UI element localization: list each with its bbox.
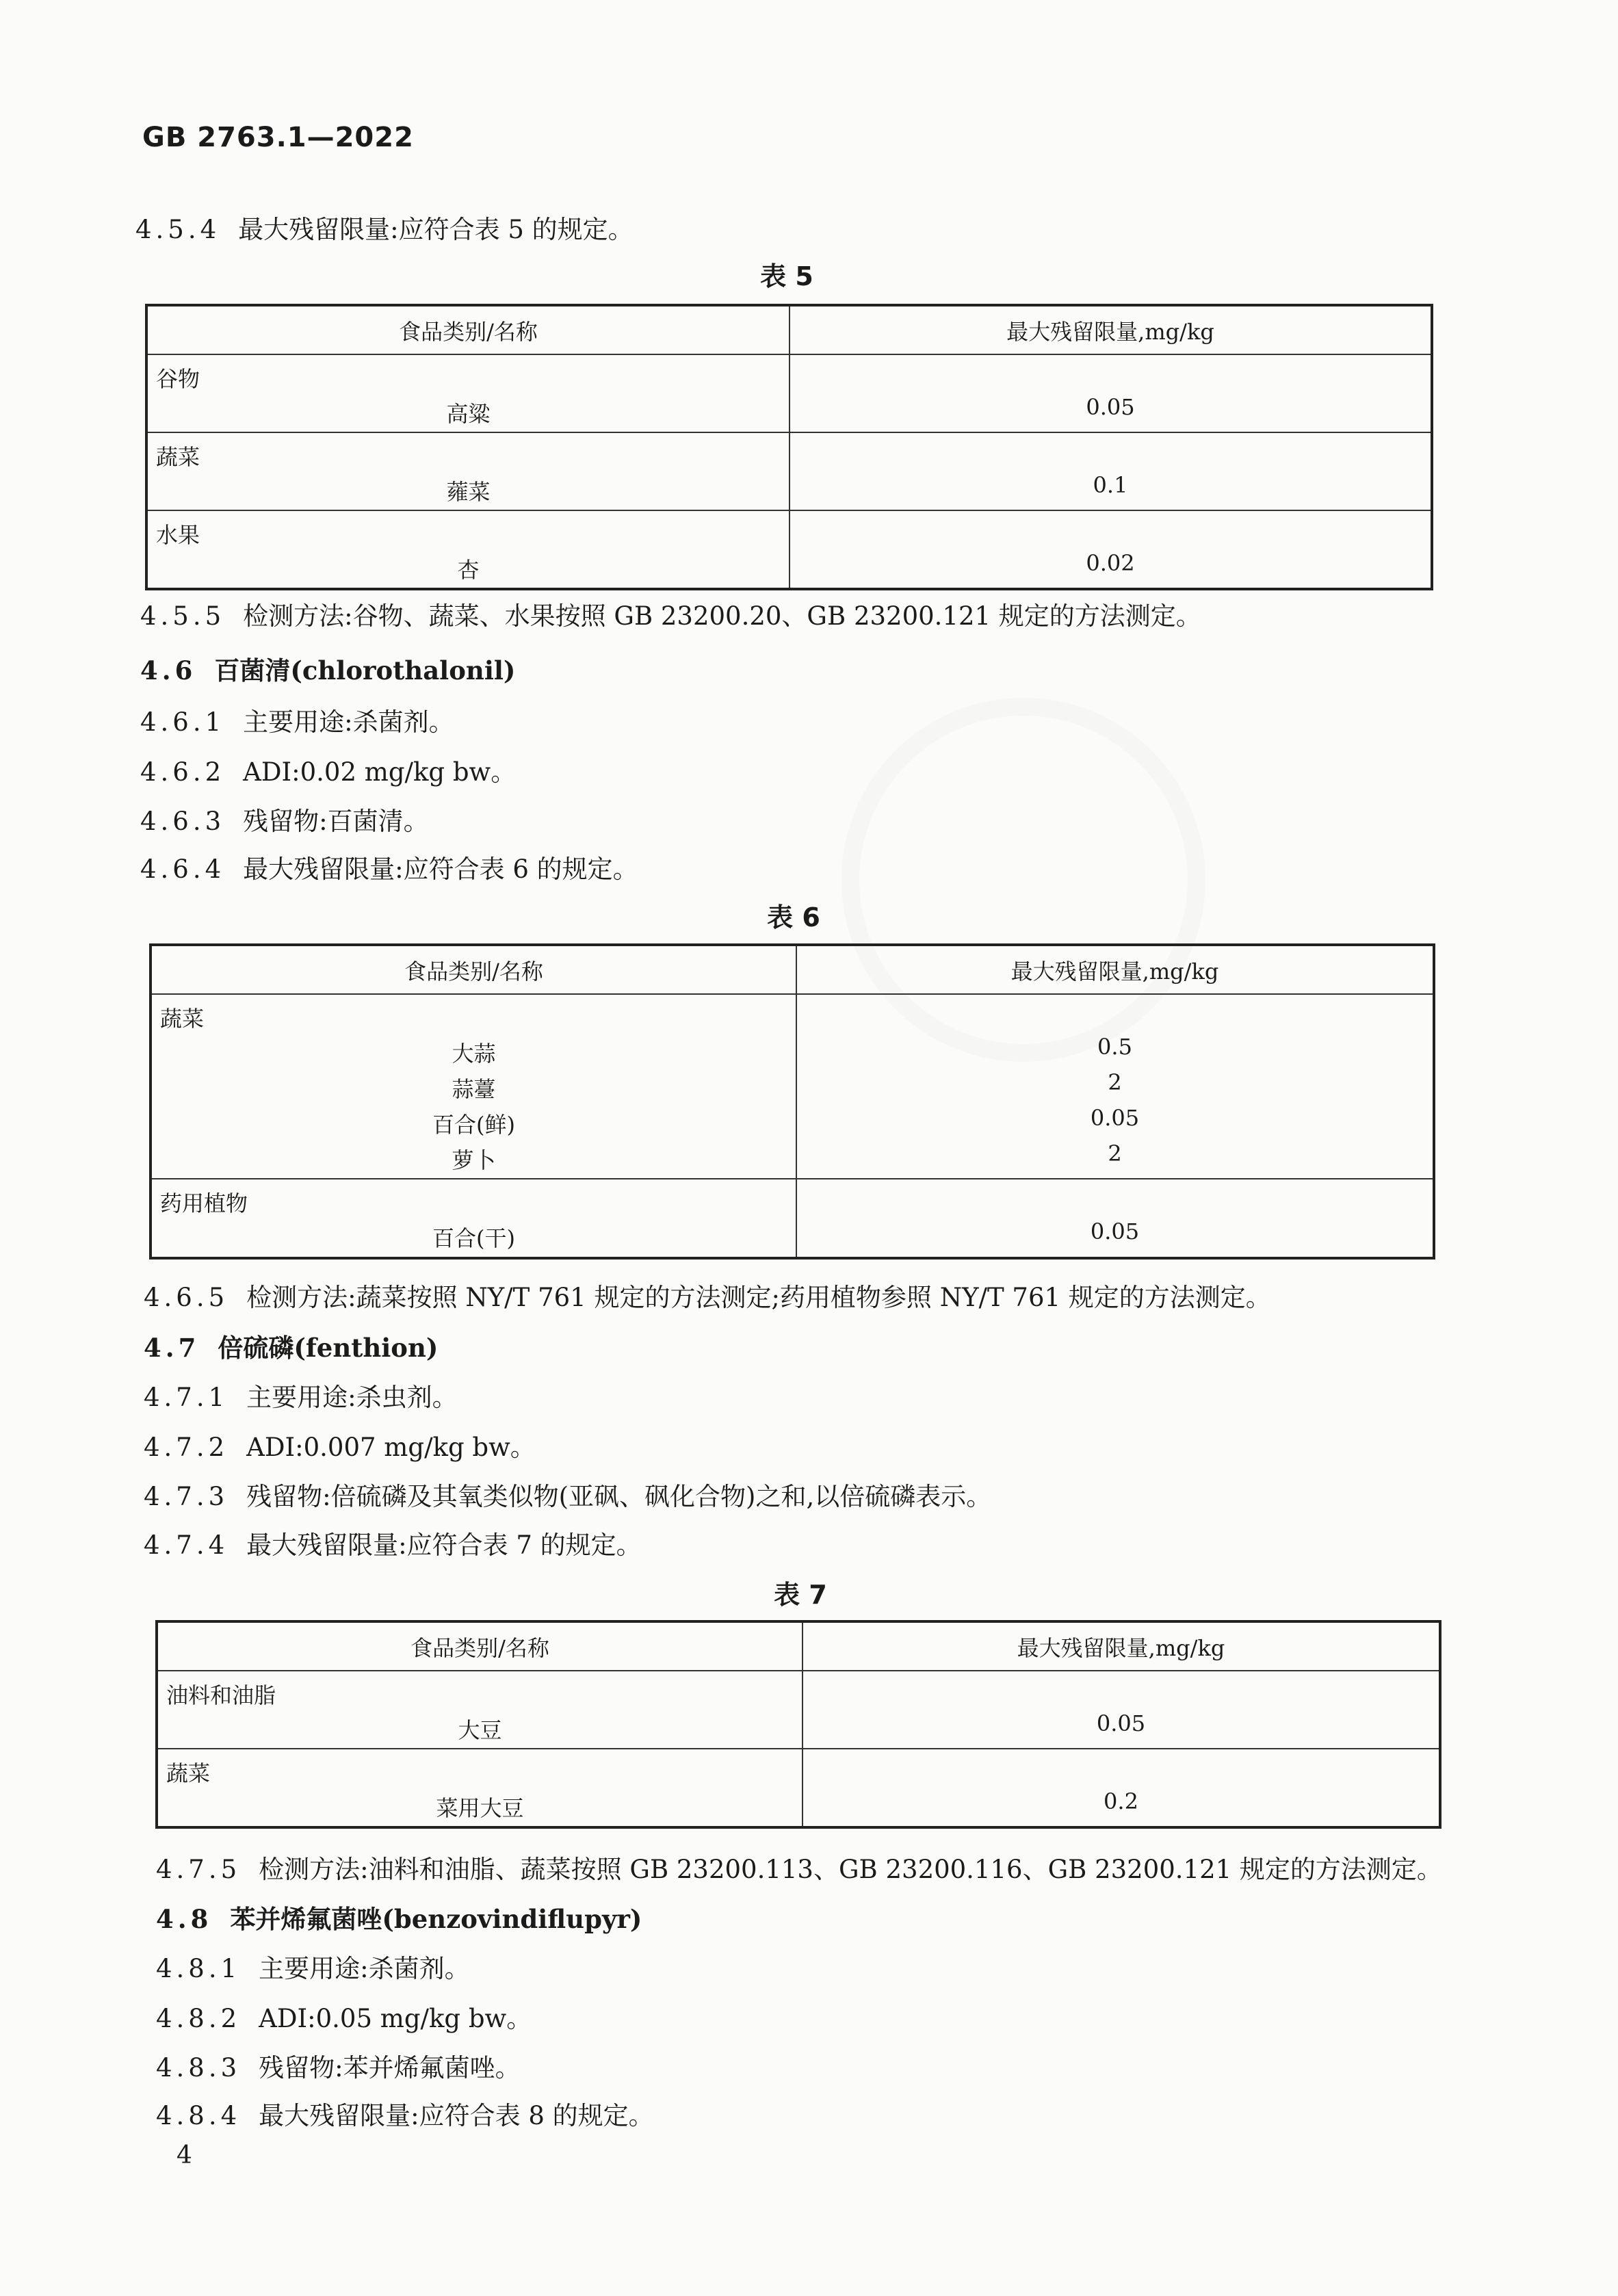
item-label: 杏	[457, 557, 480, 583]
clause-text: 残留物:百菌清。	[243, 807, 429, 836]
category-label: 蔬菜	[166, 1760, 211, 1786]
clause-4-7-1	[144, 1377, 458, 1413]
clause-number: 4.7.2	[144, 1433, 229, 1462]
clause-4-6-5	[144, 1277, 1271, 1314]
mrl-value: 0.05	[1096, 1710, 1146, 1736]
item-label: 萝卜	[452, 1147, 496, 1173]
clause-4-5-5	[140, 595, 1201, 632]
mrl-value: 0.2	[1104, 1788, 1138, 1814]
clause-4-8-2	[156, 1998, 532, 2035]
clause-4-8	[156, 1899, 642, 1935]
item-label: 大豆	[458, 1717, 502, 1743]
clause-number: 4.7.3	[144, 1482, 229, 1511]
clause-text: ADI:0.05 mg/kg bw。	[259, 2004, 532, 2033]
clause-4-8-4	[156, 2095, 654, 2132]
column-header-food: 食品类别/名称	[146, 305, 790, 354]
clause-text: 最大残留限量:应符合表 5 的规定。	[238, 215, 634, 244]
clause-number: 4.6.2	[140, 757, 226, 787]
clause-number: 4.7.5	[156, 1855, 242, 1884]
clause-4-7	[144, 1327, 438, 1364]
item-label: 蕹菜	[446, 479, 491, 505]
category-label: 谷物	[156, 366, 200, 392]
category-label: 药用植物	[160, 1190, 248, 1216]
category-label: 水果	[156, 522, 200, 548]
mrl-value: 0.05	[1090, 1218, 1140, 1244]
mrl-value: 2	[1108, 1069, 1122, 1095]
column-header-food: 食品类别/名称	[157, 1621, 803, 1671]
clause-text: 检测方法:谷物、蔬菜、水果按照 GB 23200.20、GB 23200.121 规定的方法测定。	[243, 601, 1201, 631]
clause-number: 4.8.4	[156, 2101, 242, 2130]
clause-number: 4.6.5	[144, 1283, 229, 1312]
clause-number: 4.8	[156, 1904, 213, 1934]
item-label: 高粱	[446, 401, 491, 427]
clause-number: 4.5.4	[135, 215, 221, 244]
table-row	[146, 510, 1432, 589]
clause-number: 4.7.4	[144, 1530, 229, 1560]
table-row	[157, 1749, 1440, 1827]
column-header-food: 食品类别/名称	[151, 945, 796, 994]
item-label: 蒜薹	[452, 1076, 496, 1102]
clause-number: 4.6	[140, 655, 197, 686]
clause-4-8-3	[156, 2047, 521, 2084]
table-6-caption: 表 6	[767, 902, 820, 932]
clause-text: 最大残留限量:应符合表 8 的规定。	[259, 2101, 654, 2130]
mrl-value: 0.02	[1086, 550, 1135, 576]
mrl-value: 0.5	[1097, 1034, 1132, 1060]
clause-text: 主要用途:杀菌剂。	[243, 707, 454, 737]
clause-text: 百菌清(chlorothalonil)	[214, 655, 516, 686]
item-label: 菜用大豆	[436, 1795, 524, 1821]
table-row	[151, 1179, 1434, 1258]
table-6	[149, 943, 1435, 1260]
clause-text: 苯并烯氟菌唑(benzovindiflupyr)	[230, 1904, 642, 1934]
clause-4-7-4	[144, 1524, 642, 1561]
clause-4-6-2	[140, 751, 516, 788]
clause-text: 残留物:倍硫磷及其氧类似物(亚砜、砜化合物)之和,以倍硫磷表示。	[246, 1482, 992, 1511]
clause-number: 4.6.3	[140, 807, 226, 836]
table-row	[146, 432, 1432, 510]
clause-text: 检测方法:油料和油脂、蔬菜按照 GB 23200.113、GB 23200.116、GB 23200.121 规定的方法测定。	[259, 1855, 1442, 1884]
mrl-value: 2	[1108, 1140, 1122, 1166]
table-row	[157, 1671, 1440, 1749]
clause-4-6-3	[140, 800, 429, 837]
item-label: 百合(干)	[432, 1225, 515, 1251]
table-row	[151, 994, 1434, 1179]
table-5	[145, 304, 1433, 590]
clause-4-7-3	[144, 1476, 991, 1513]
clause-text: 倍硫磷(fenthion)	[218, 1333, 439, 1363]
clause-number: 4.6.4	[140, 855, 226, 884]
column-header-mrl: 最大残留限量,mg/kg	[796, 945, 1434, 994]
column-header-mrl: 最大残留限量,mg/kg	[803, 1621, 1440, 1671]
clause-number: 4.8.3	[156, 2053, 242, 2083]
column-header-mrl: 最大残留限量,mg/kg	[790, 305, 1432, 354]
clause-number: 4.8.1	[156, 1954, 242, 1983]
clause-4-8-1	[156, 1948, 470, 1985]
table-7-caption: 表 7	[774, 1580, 827, 1610]
page-number: 4	[177, 2141, 192, 2169]
clause-number: 4.8.2	[156, 2004, 242, 2033]
mrl-value: 0.05	[1086, 394, 1135, 420]
item-label: 大蒜	[452, 1041, 496, 1067]
table-7	[155, 1620, 1441, 1829]
clause-number: 4.5.5	[140, 601, 226, 631]
mrl-value: 0.1	[1093, 472, 1128, 498]
clause-text: ADI:0.02 mg/kg bw。	[243, 757, 517, 787]
clause-text: 最大残留限量:应符合表 6 的规定。	[243, 855, 638, 884]
clause-text: 主要用途:杀虫剂。	[246, 1383, 458, 1412]
category-label: 油料和油脂	[166, 1682, 276, 1708]
category-label: 蔬菜	[156, 444, 200, 470]
clause-text: 最大残留限量:应符合表 7 的规定。	[246, 1530, 642, 1560]
item-label: 百合(鲜)	[432, 1112, 515, 1138]
category-label: 蔬菜	[160, 1006, 205, 1032]
clause-number: 4.6.1	[140, 707, 226, 737]
table-5-caption: 表 5	[760, 261, 813, 291]
clause-4-7-2	[144, 1426, 536, 1463]
mrl-value: 0.05	[1090, 1105, 1140, 1131]
clause-4-6	[140, 650, 515, 687]
clause-text: 主要用途:杀菌剂。	[259, 1954, 470, 1983]
clause-4-5-4	[135, 209, 634, 246]
clause-text: ADI:0.007 mg/kg bw。	[246, 1433, 536, 1462]
clause-text: 残留物:苯并烯氟菌唑。	[259, 2053, 521, 2083]
clause-4-7-5	[156, 1849, 1442, 1886]
clause-4-6-4	[140, 848, 638, 885]
table-row	[146, 354, 1432, 432]
clause-number: 4.7	[144, 1333, 200, 1363]
clause-text: 检测方法:蔬菜按照 NY/T 761 规定的方法测定;药用植物参照 NY/T 761 规定的方法测定。	[246, 1283, 1271, 1312]
document-code: GB 2763.1—2022	[142, 122, 414, 153]
clause-number: 4.7.1	[144, 1383, 229, 1412]
clause-4-6-1	[140, 701, 454, 738]
